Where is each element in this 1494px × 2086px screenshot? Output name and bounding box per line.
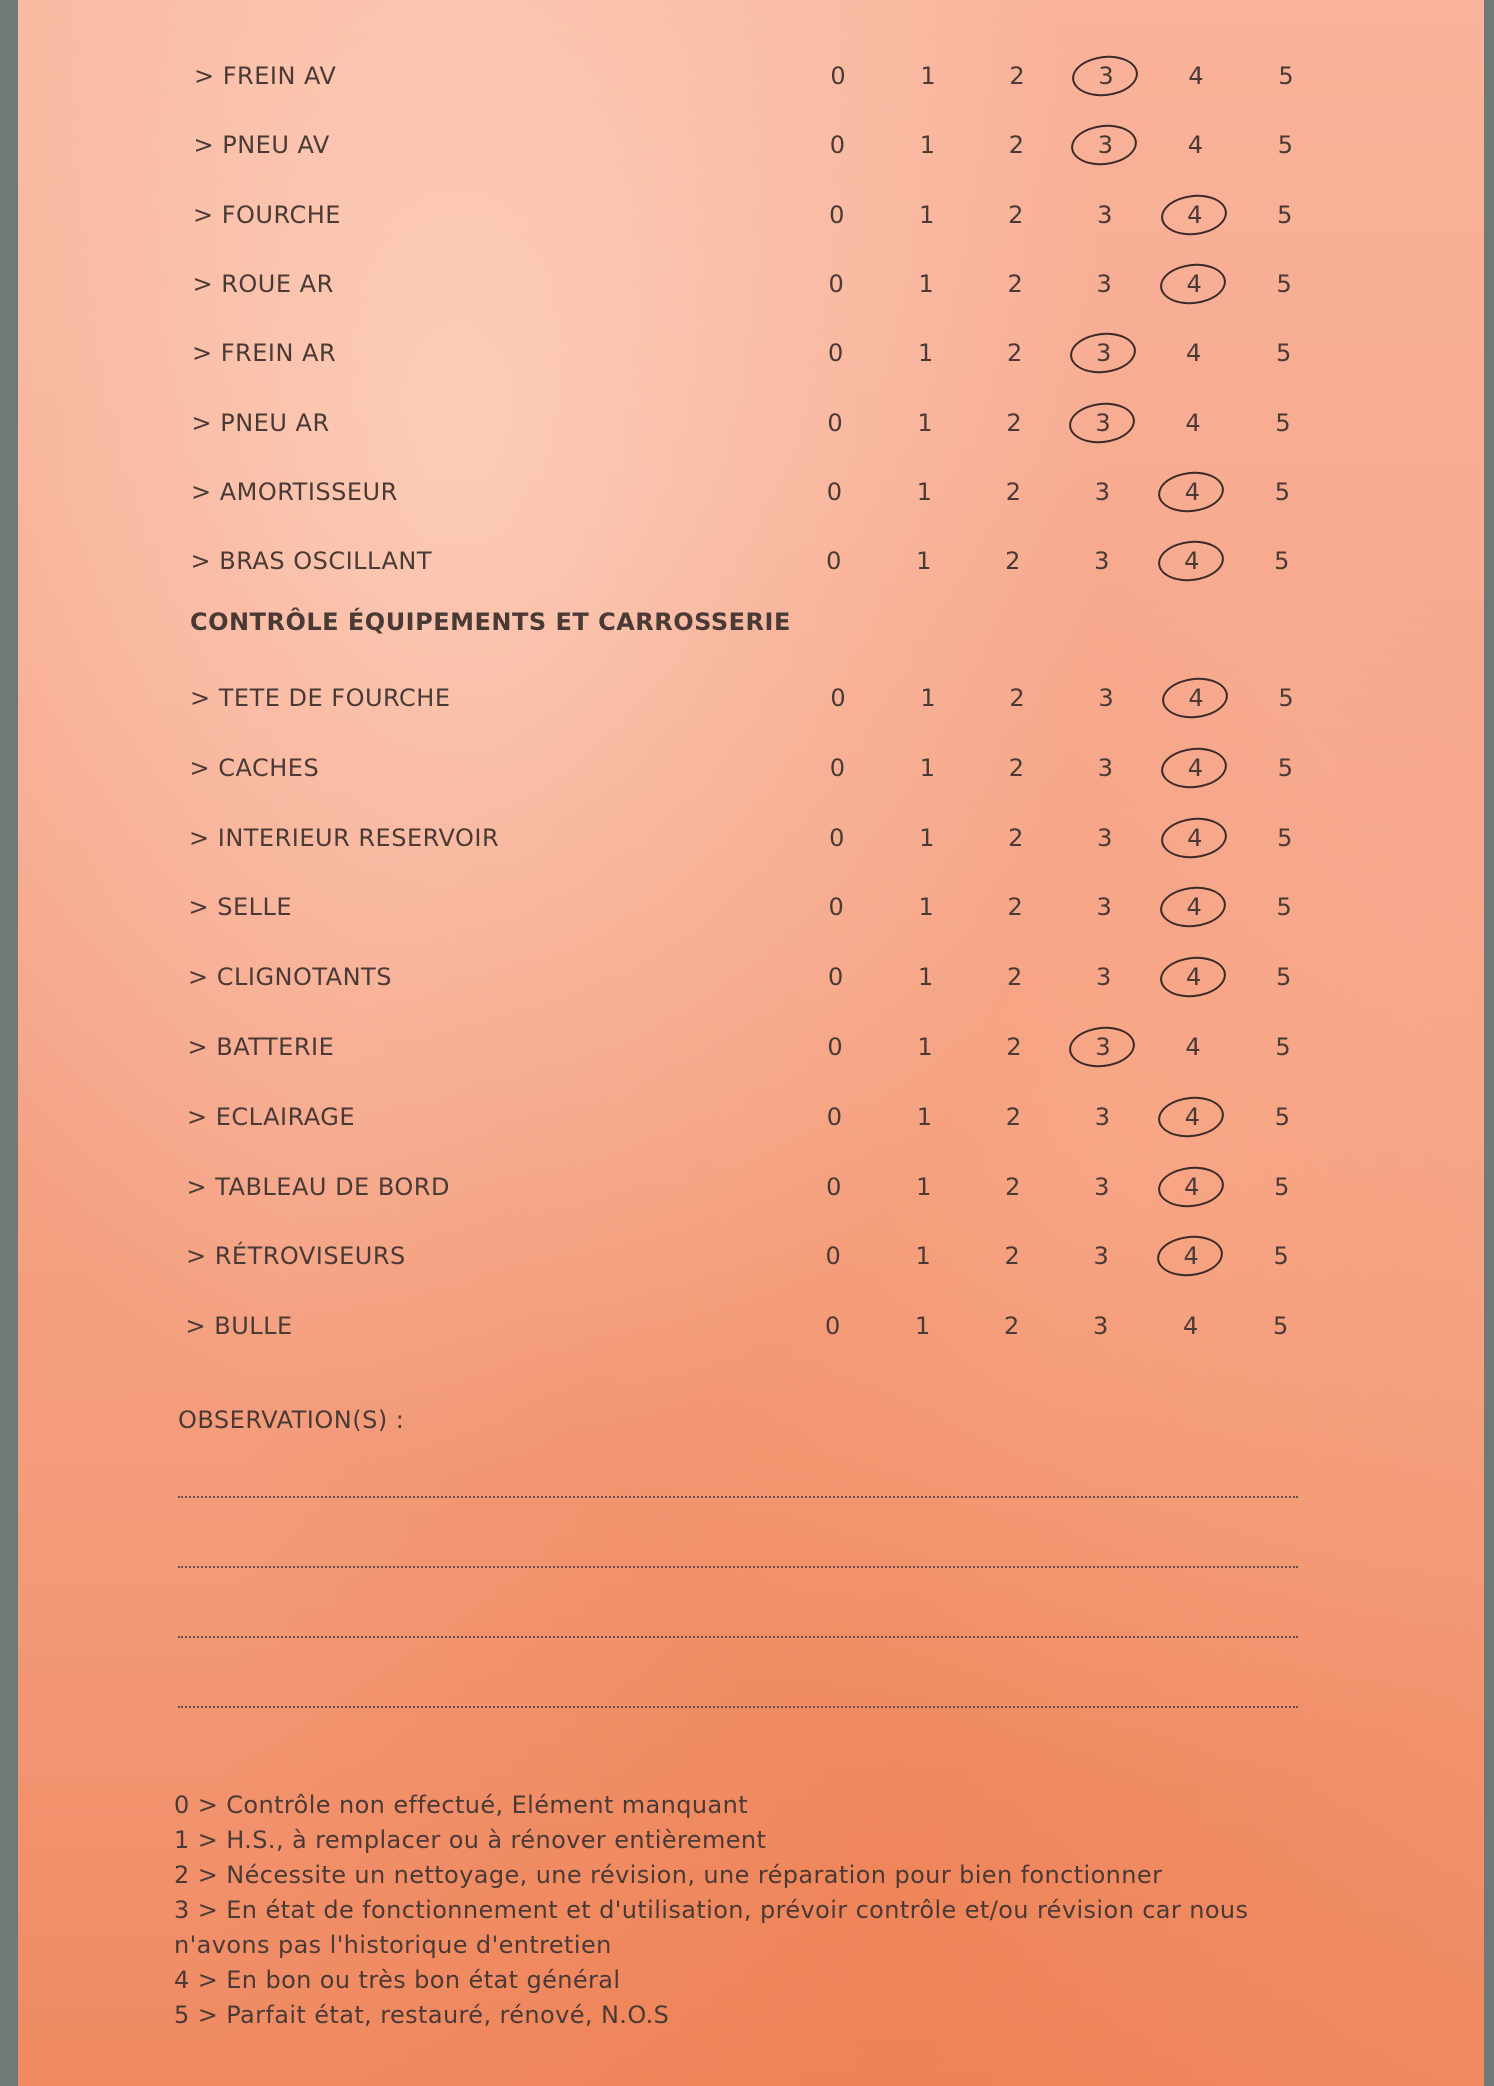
score-option-3[interactable]: 3 bbox=[1097, 823, 1113, 852]
score-option-3[interactable]: 3 bbox=[1083, 1033, 1123, 1061]
item-label: > CLIGNOTANTS bbox=[188, 963, 392, 992]
score-option-2[interactable]: 2 bbox=[1008, 131, 1025, 160]
score-option-1[interactable]: 1 bbox=[917, 339, 934, 368]
item-label: > BATTERIE bbox=[187, 1033, 335, 1061]
score-option-1[interactable]: 1 bbox=[916, 1172, 932, 1201]
observation-line-4[interactable] bbox=[178, 1706, 1298, 1708]
score-option-0[interactable]: 0 bbox=[827, 1033, 843, 1061]
score-option-0[interactable]: 0 bbox=[829, 823, 845, 852]
item-label: > BRAS OSCILLANT bbox=[190, 547, 432, 576]
score-option-1[interactable]: 1 bbox=[916, 547, 932, 576]
checklist-row bbox=[18, 955, 1484, 995]
observation-line-2[interactable] bbox=[178, 1566, 1298, 1568]
section-title: CONTRÔLE ÉQUIPEMENTS ET CARROSSERIE bbox=[190, 608, 791, 636]
score-option-4[interactable]: 4 bbox=[1185, 339, 1202, 368]
score-option-4[interactable]: 4 bbox=[1174, 963, 1214, 991]
item-label: > ECLAIRAGE bbox=[187, 1102, 356, 1131]
checklist-row bbox=[18, 1095, 1484, 1135]
score-option-1[interactable]: 1 bbox=[919, 823, 935, 852]
score-option-0[interactable]: 0 bbox=[827, 408, 843, 437]
score-option-2[interactable]: 2 bbox=[1006, 408, 1022, 437]
score-option-1[interactable]: 1 bbox=[917, 408, 933, 437]
score-option-1[interactable]: 1 bbox=[920, 684, 936, 712]
score-option-2[interactable]: 2 bbox=[1007, 269, 1023, 298]
legend-line: 0 > Contrôle non effectué, Elément manquant bbox=[174, 1791, 749, 1819]
score-option-5[interactable]: 5 bbox=[1274, 1172, 1290, 1201]
checklist-row bbox=[18, 1165, 1484, 1205]
item-label: > RÉTROVISEURS bbox=[186, 1242, 406, 1271]
score-option-2[interactable]: 2 bbox=[1005, 1172, 1021, 1201]
item-label: > FOURCHE bbox=[193, 200, 341, 229]
score-option-2[interactable]: 2 bbox=[1005, 547, 1021, 576]
observation-line-3[interactable] bbox=[178, 1636, 1298, 1638]
item-label: > ROUE AR bbox=[192, 269, 334, 298]
checklist-row bbox=[18, 676, 1484, 716]
score-option-1[interactable]: 1 bbox=[917, 1033, 933, 1061]
score-option-2[interactable]: 2 bbox=[1008, 200, 1024, 229]
checklist-row bbox=[18, 331, 1484, 371]
score-option-3[interactable]: 3 bbox=[1086, 62, 1126, 90]
score-option-3[interactable]: 3 bbox=[1093, 1242, 1109, 1271]
score-option-5[interactable]: 5 bbox=[1274, 547, 1290, 576]
score-option-5[interactable]: 5 bbox=[1275, 1033, 1291, 1061]
item-label: > FREIN AR bbox=[192, 339, 337, 368]
score-option-4[interactable]: 4 bbox=[1172, 1103, 1212, 1131]
score-option-1[interactable]: 1 bbox=[914, 1312, 931, 1341]
score-option-3[interactable]: 3 bbox=[1098, 684, 1114, 712]
checklist-row bbox=[18, 1234, 1484, 1274]
score-option-0[interactable]: 0 bbox=[827, 339, 844, 368]
legend-line: n'avons pas l'historique d'entretien bbox=[174, 1931, 612, 1959]
score-option-0[interactable]: 0 bbox=[826, 547, 842, 576]
item-label: > TABLEAU DE BORD bbox=[186, 1172, 450, 1201]
score-option-1[interactable]: 1 bbox=[919, 131, 936, 160]
score-option-5[interactable]: 5 bbox=[1278, 62, 1294, 90]
score-option-0[interactable]: 0 bbox=[826, 1172, 842, 1201]
score-option-4[interactable]: 4 bbox=[1175, 754, 1215, 782]
checklist-row bbox=[18, 1304, 1484, 1344]
checklist-row bbox=[18, 123, 1484, 163]
score-option-0[interactable]: 0 bbox=[826, 1102, 843, 1131]
score-option-5[interactable]: 5 bbox=[1277, 823, 1293, 852]
score-option-0[interactable]: 0 bbox=[824, 1312, 841, 1341]
score-option-3[interactable]: 3 bbox=[1092, 1312, 1109, 1341]
item-label: > INTERIEUR RESERVOIR bbox=[189, 823, 500, 852]
score-option-2[interactable]: 2 bbox=[1005, 477, 1022, 506]
score-option-1[interactable]: 1 bbox=[916, 1102, 933, 1131]
score-option-4[interactable]: 4 bbox=[1187, 131, 1204, 160]
item-label: > BULLE bbox=[185, 1312, 293, 1341]
score-option-1[interactable]: 1 bbox=[916, 477, 933, 506]
checklist-row bbox=[18, 816, 1484, 856]
score-option-2[interactable]: 2 bbox=[1006, 339, 1023, 368]
score-option-5[interactable]: 5 bbox=[1274, 1102, 1291, 1131]
score-option-5[interactable]: 5 bbox=[1272, 1312, 1289, 1341]
score-option-4[interactable]: 4 bbox=[1175, 824, 1215, 852]
score-option-2[interactable]: 2 bbox=[1005, 1102, 1022, 1131]
score-option-4[interactable]: 4 bbox=[1172, 547, 1212, 575]
score-option-5[interactable]: 5 bbox=[1275, 963, 1292, 992]
score-option-5[interactable]: 5 bbox=[1275, 408, 1291, 437]
score-option-5[interactable]: 5 bbox=[1276, 269, 1292, 298]
score-option-2[interactable]: 2 bbox=[1008, 753, 1025, 782]
score-option-2[interactable]: 2 bbox=[1008, 823, 1024, 852]
score-option-0[interactable]: 0 bbox=[830, 684, 846, 712]
score-option-5[interactable]: 5 bbox=[1273, 1242, 1289, 1271]
score-option-5[interactable]: 5 bbox=[1275, 339, 1292, 368]
score-option-5[interactable]: 5 bbox=[1277, 200, 1293, 229]
item-label: > PNEU AV bbox=[193, 131, 330, 160]
score-option-3[interactable]: 3 bbox=[1084, 339, 1124, 367]
score-option-2[interactable]: 2 bbox=[1007, 893, 1023, 922]
score-option-5[interactable]: 5 bbox=[1277, 753, 1294, 782]
score-option-3[interactable]: 3 bbox=[1083, 409, 1123, 437]
checklist-row bbox=[18, 885, 1484, 925]
score-option-4[interactable]: 4 bbox=[1175, 201, 1215, 229]
score-option-3[interactable]: 3 bbox=[1094, 547, 1110, 576]
item-label: > SELLE bbox=[188, 893, 293, 922]
score-option-5[interactable]: 5 bbox=[1274, 477, 1291, 506]
score-option-3[interactable]: 3 bbox=[1095, 963, 1112, 992]
score-option-4[interactable]: 4 bbox=[1185, 408, 1201, 437]
checklist-row bbox=[18, 54, 1484, 94]
rating-legend bbox=[174, 1788, 1334, 2033]
item-label: > TETE DE FOURCHE bbox=[190, 684, 451, 712]
item-label: > AMORTISSEUR bbox=[191, 477, 398, 506]
item-label: > CACHES bbox=[189, 753, 320, 782]
score-option-3[interactable]: 3 bbox=[1085, 131, 1125, 159]
score-option-5[interactable]: 5 bbox=[1278, 684, 1294, 712]
score-option-1[interactable]: 1 bbox=[918, 269, 934, 298]
score-option-0[interactable]: 0 bbox=[828, 893, 844, 922]
item-label: > PNEU AR bbox=[191, 408, 330, 437]
score-option-3[interactable]: 3 bbox=[1097, 200, 1113, 229]
score-option-4[interactable]: 4 bbox=[1172, 1173, 1212, 1201]
score-option-0[interactable]: 0 bbox=[829, 200, 845, 229]
score-option-1[interactable]: 1 bbox=[915, 1242, 931, 1271]
legend-line: 3 > En état de fonctionnement et d'utilisation, prévoir contrôle et/ou révision car nous bbox=[174, 1896, 1249, 1924]
score-option-5[interactable]: 5 bbox=[1276, 893, 1292, 922]
checklist-row bbox=[18, 193, 1484, 233]
score-option-3[interactable]: 3 bbox=[1096, 893, 1112, 922]
score-option-2[interactable]: 2 bbox=[1006, 963, 1023, 992]
checklist-row bbox=[18, 401, 1484, 441]
score-option-5[interactable]: 5 bbox=[1277, 131, 1294, 160]
score-option-0[interactable]: 0 bbox=[827, 963, 844, 992]
score-option-4[interactable]: 4 bbox=[1185, 1033, 1201, 1061]
score-option-3[interactable]: 3 bbox=[1094, 1172, 1110, 1201]
score-option-3[interactable]: 3 bbox=[1096, 269, 1112, 298]
score-option-4[interactable]: 4 bbox=[1172, 478, 1212, 506]
score-option-4[interactable]: 4 bbox=[1182, 1312, 1199, 1341]
score-option-3[interactable]: 3 bbox=[1094, 1102, 1111, 1131]
score-option-0[interactable]: 0 bbox=[828, 269, 844, 298]
legend-line: 1 > H.S., à remplacer ou à rénover entièrement bbox=[174, 1826, 767, 1854]
checklist-row bbox=[18, 746, 1484, 786]
checklist-row bbox=[18, 1025, 1484, 1065]
legend-line: 5 > Parfait état, restauré, rénové, N.O.S bbox=[174, 2001, 670, 2029]
score-option-4[interactable]: 4 bbox=[1174, 270, 1214, 298]
score-option-0[interactable]: 0 bbox=[826, 477, 843, 506]
score-option-1[interactable]: 1 bbox=[920, 62, 936, 90]
checklist-row bbox=[18, 470, 1484, 510]
inspection-sheet bbox=[18, 0, 1484, 2086]
score-option-3[interactable]: 3 bbox=[1094, 477, 1111, 506]
item-label: > FREIN AV bbox=[194, 62, 337, 90]
legend-line: 4 > En bon ou très bon état général bbox=[174, 1966, 621, 1994]
checklist-row bbox=[18, 262, 1484, 302]
score-option-2[interactable]: 2 bbox=[1009, 62, 1025, 90]
score-option-2[interactable]: 2 bbox=[1004, 1242, 1020, 1271]
checklist-row bbox=[18, 539, 1484, 579]
score-option-2[interactable]: 2 bbox=[1009, 684, 1025, 712]
score-option-2[interactable]: 2 bbox=[1003, 1312, 1020, 1341]
score-option-2[interactable]: 2 bbox=[1006, 1033, 1022, 1061]
score-option-4[interactable]: 4 bbox=[1188, 62, 1204, 90]
score-option-0[interactable]: 0 bbox=[825, 1242, 841, 1271]
legend-line: 2 > Nécessite un nettoyage, une révision, une réparation pour bien fonctionner bbox=[174, 1861, 1163, 1889]
score-option-0[interactable]: 0 bbox=[830, 62, 846, 90]
observation-line-1[interactable] bbox=[178, 1496, 1298, 1498]
score-option-3[interactable]: 3 bbox=[1097, 753, 1114, 782]
score-option-4[interactable]: 4 bbox=[1176, 684, 1216, 712]
score-option-1[interactable]: 1 bbox=[919, 753, 936, 782]
observations-title: OBSERVATION(S) : bbox=[178, 1406, 405, 1434]
score-option-1[interactable]: 1 bbox=[918, 893, 934, 922]
score-option-4[interactable]: 4 bbox=[1171, 1242, 1211, 1270]
score-option-0[interactable]: 0 bbox=[829, 131, 846, 160]
score-option-0[interactable]: 0 bbox=[829, 753, 846, 782]
score-option-1[interactable]: 1 bbox=[919, 200, 935, 229]
score-option-4[interactable]: 4 bbox=[1174, 893, 1214, 921]
score-option-1[interactable]: 1 bbox=[917, 963, 934, 992]
